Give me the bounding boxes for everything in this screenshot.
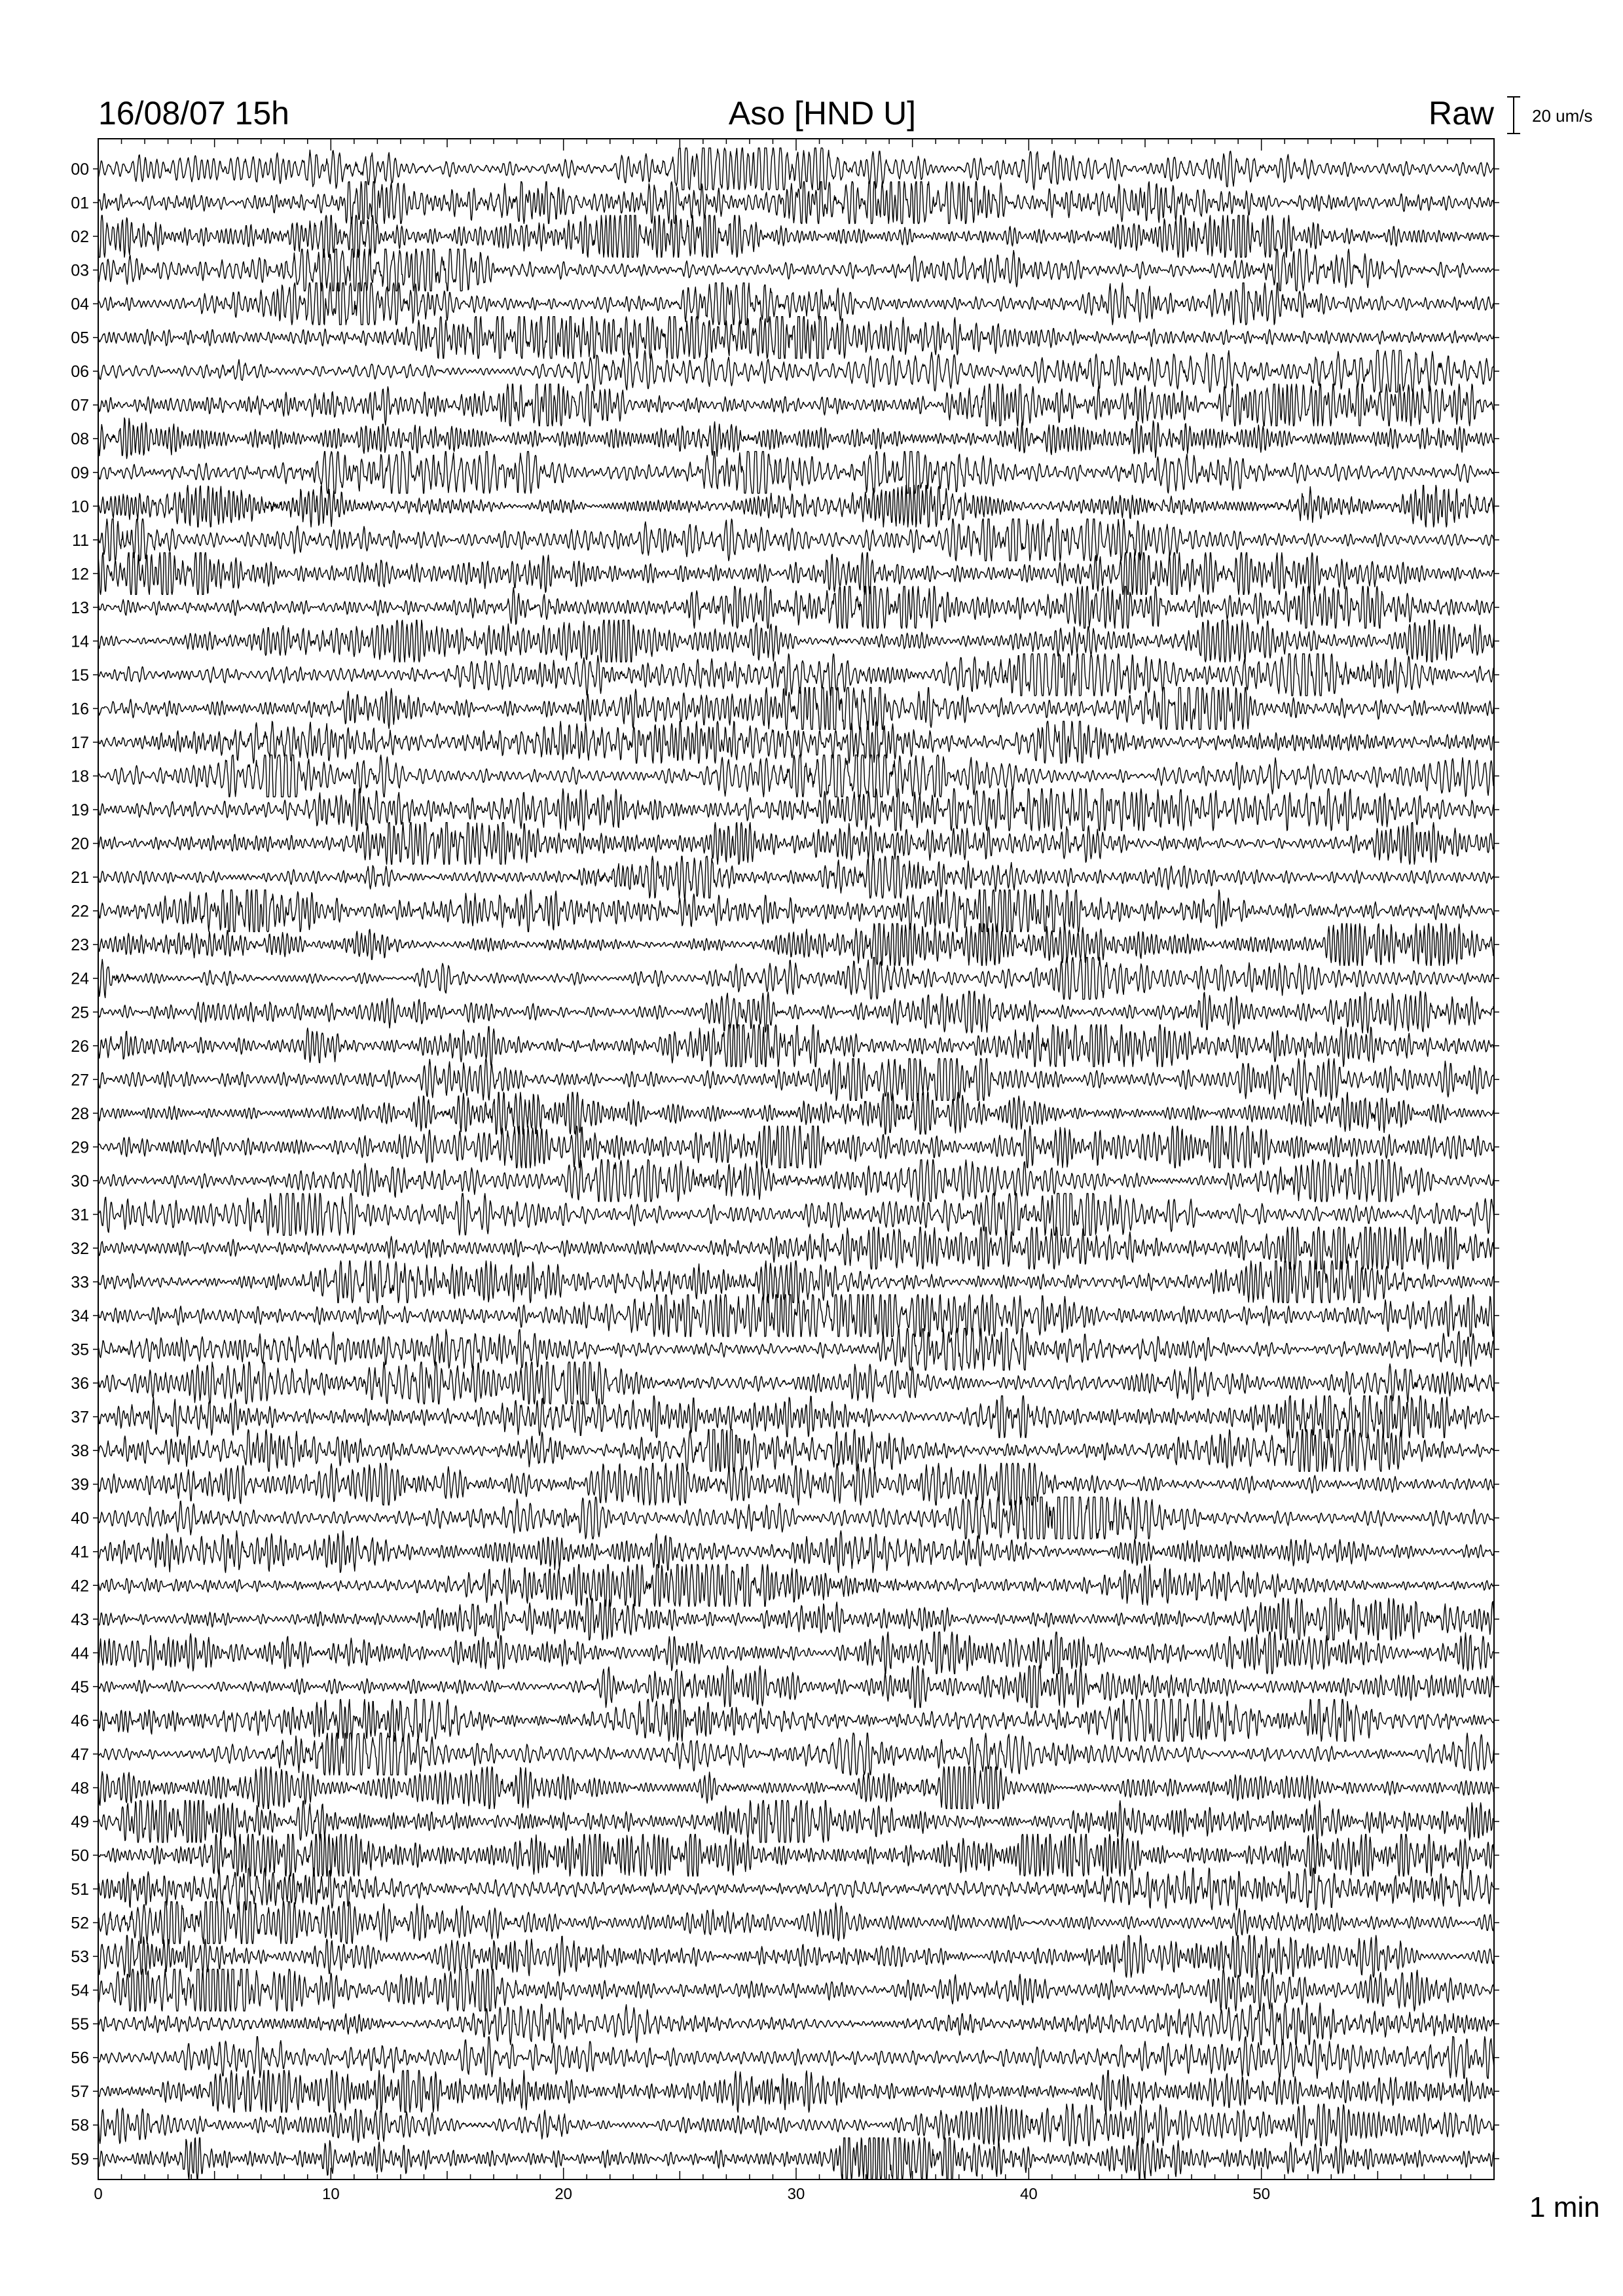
row-label-47: 47 [71,1745,89,1764]
row-label-15: 15 [71,666,89,685]
amplitude-scale-label: 20 um/s [1532,106,1593,126]
trace-58 [98,2104,1494,2146]
row-label-22: 22 [71,902,89,921]
trace-40 [98,1497,1494,1539]
traces [98,148,1494,2179]
row-label-44: 44 [71,1644,89,1663]
trace-23 [98,924,1494,965]
trace-56 [98,2037,1494,2079]
row-label-10: 10 [71,497,89,516]
trace-49 [98,1801,1494,1842]
row-label-42: 42 [71,1577,89,1596]
row-label-41: 41 [71,1543,89,1562]
row-label-56: 56 [71,2049,89,2068]
row-label-14: 14 [71,632,89,651]
trace-51 [98,1868,1494,1910]
x-tick-labels [94,2185,1270,2203]
row-label-29: 29 [71,1138,89,1157]
trace-09 [98,452,1494,493]
raw-mode-label: Raw [1428,95,1494,132]
row-label-52: 52 [71,1914,89,1933]
row-label-01: 01 [71,194,89,213]
trace-47 [98,1733,1494,1775]
row-label-31: 31 [71,1206,89,1225]
row-label-45: 45 [71,1677,89,1696]
row-label-49: 49 [71,1812,89,1831]
row-label-46: 46 [71,1712,89,1731]
x-tick-label-50: 50 [1252,2185,1271,2203]
trace-34 [98,1295,1494,1336]
row-label-02: 02 [71,228,89,247]
row-label-18: 18 [71,767,89,786]
trace-04 [98,283,1494,325]
row-label-26: 26 [71,1037,89,1056]
row-label-43: 43 [71,1610,89,1629]
trace-39 [98,1463,1494,1505]
row-label-59: 59 [71,2150,89,2169]
row-label-08: 08 [71,430,89,449]
row-label-34: 34 [71,1307,89,1326]
trace-45 [98,1666,1494,1708]
row-label-54: 54 [71,1981,89,2000]
trace-31 [98,1194,1494,1236]
row-label-04: 04 [71,295,89,314]
trace-17 [98,721,1494,763]
trace-05 [98,317,1494,359]
row-label-25: 25 [71,1003,89,1022]
trace-43 [98,1598,1494,1640]
row-label-11: 11 [72,531,89,550]
top-minute-ticks [98,139,1494,151]
row-label-03: 03 [71,261,89,280]
row-label-12: 12 [71,565,89,584]
trace-41 [98,1531,1494,1573]
row-label-53: 53 [71,1948,89,1967]
row-label-39: 39 [71,1475,89,1494]
row-label-57: 57 [71,2083,89,2102]
row-label-19: 19 [71,801,89,820]
trace-37 [98,1396,1494,1438]
trace-50 [98,1835,1494,1876]
row-label-51: 51 [71,1880,89,1899]
row-label-37: 37 [71,1408,89,1427]
trace-55 [98,2003,1494,2045]
trace-11 [98,519,1494,561]
trace-48 [98,1767,1494,1809]
trace-29 [98,1126,1494,1168]
trace-22 [98,890,1494,932]
trace-35 [98,1329,1494,1371]
plot-date-hour: 16/08/07 15h [98,95,289,132]
x-tick-label-40: 40 [1019,2185,1038,2203]
trace-00 [98,148,1494,190]
trace-36 [98,1362,1494,1404]
row-label-05: 05 [71,329,89,348]
trace-44 [98,1632,1494,1674]
trace-03 [98,249,1494,291]
x-tick-label-20: 20 [555,2185,573,2203]
row-label-33: 33 [71,1273,89,1292]
row-label-55: 55 [71,2015,89,2034]
trace-28 [98,1092,1494,1134]
trace-07 [98,384,1494,426]
scale-bar [1507,97,1520,134]
row-label-23: 23 [71,936,89,955]
trace-46 [98,1699,1494,1741]
trace-13 [98,586,1494,628]
trace-27 [98,1058,1494,1100]
row-label-07: 07 [71,396,89,415]
row-label-17: 17 [71,734,89,753]
station-title: Aso [HND U] [728,95,917,132]
trace-20 [98,823,1494,865]
row-label-48: 48 [71,1779,89,1798]
trace-16 [98,688,1494,730]
trace-24 [98,958,1494,999]
row-label-36: 36 [71,1374,89,1393]
trace-25 [98,991,1494,1033]
trace-52 [98,1902,1494,1944]
row-label-13: 13 [71,598,89,617]
trace-26 [98,1025,1494,1067]
row-label-06: 06 [71,363,89,382]
x-tick-label-0: 0 [94,2185,103,2203]
trace-42 [98,1564,1494,1606]
row-label-32: 32 [71,1239,89,1258]
trace-33 [98,1261,1494,1303]
x-tick-label-10: 10 [321,2185,340,2203]
row-label-38: 38 [71,1442,89,1461]
trace-30 [98,1160,1494,1202]
trace-10 [98,485,1494,527]
row-label-00: 00 [71,160,89,179]
row-label-40: 40 [71,1509,89,1528]
bottom-minute-ticks [98,2168,1494,2179]
trace-53 [98,1935,1494,1977]
trace-08 [98,418,1494,458]
row-label-16: 16 [71,700,89,719]
row-label-35: 35 [71,1340,89,1359]
x-axis-unit-label: 1 min [1529,2191,1600,2223]
row-label-24: 24 [71,969,89,988]
row-label-50: 50 [71,1846,89,1865]
row-label-58: 58 [71,2116,89,2135]
trace-21 [98,856,1494,898]
row-label-28: 28 [71,1104,89,1123]
trace-06 [98,350,1494,392]
row-label-20: 20 [71,834,89,853]
trace-15 [98,654,1494,696]
trace-57 [98,2070,1494,2112]
trace-12 [98,552,1494,594]
row-label-27: 27 [71,1071,89,1090]
trace-18 [98,755,1494,797]
row-label-09: 09 [71,463,89,482]
row-label-30: 30 [71,1172,89,1191]
x-tick-label-30: 30 [787,2185,805,2203]
trace-14 [98,620,1494,662]
trace-01 [98,182,1494,224]
trace-38 [98,1429,1494,1471]
row-label-21: 21 [71,869,89,888]
